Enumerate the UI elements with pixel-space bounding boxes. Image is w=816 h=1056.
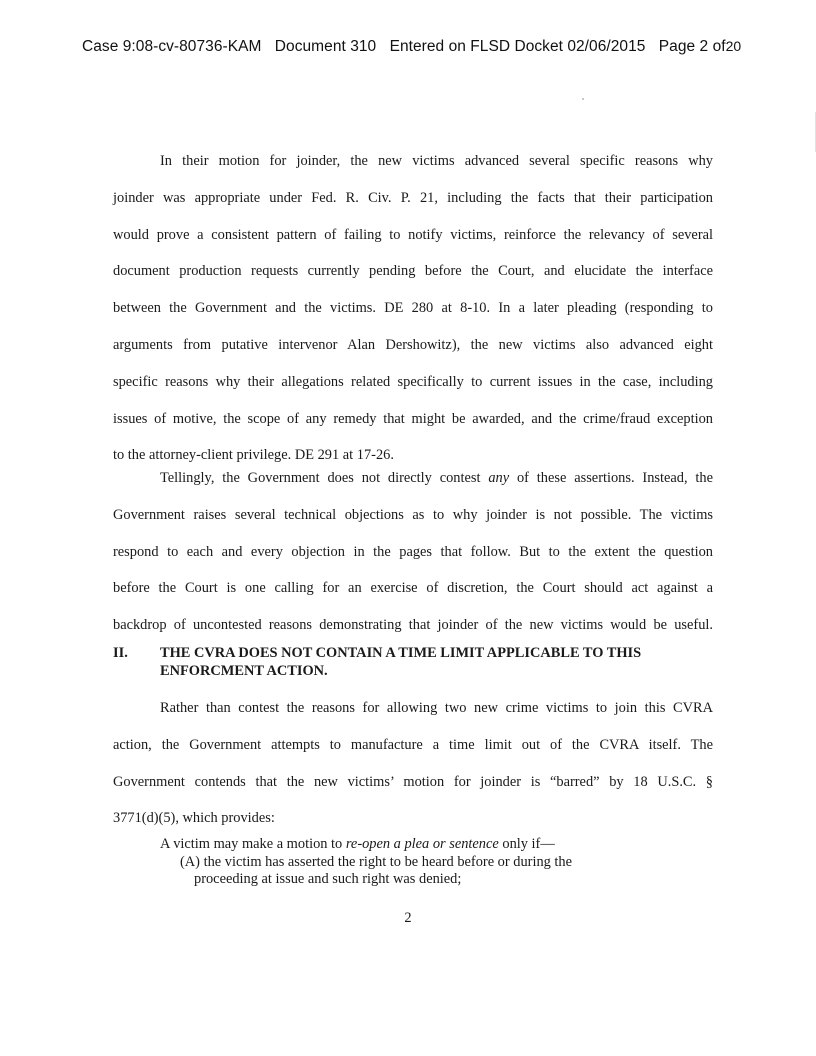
paragraph-line-first: [113, 460, 713, 497]
paragraph-time-limit: [113, 690, 713, 837]
paragraph-joinder-reasons: [113, 143, 713, 474]
paragraph-line: to the attorney-client privilege. DE 291 at 17-26.: [113, 447, 394, 464]
docket-entry: Entered on FLSD Docket 02/06/2015: [389, 38, 646, 55]
case-number: Case 9:08-cv-80736-KAM: [82, 38, 262, 55]
scan-artifact: [582, 98, 584, 100]
document-number: Document 310: [274, 38, 377, 55]
paragraph-line: backdrop of uncontested reasons demonstrating that joinder of the new victims would be useful.: [113, 617, 713, 634]
paragraph-line: specific reasons why their allegations related specifically to current issues in the case, including: [113, 373, 713, 390]
emphasis-any: any: [488, 470, 510, 486]
paragraph-line: action, the Government attempts to manufacture a time limit out of the CVRA itself. The: [113, 736, 713, 753]
paragraph-line: between the Government and the victims. DE 280 at 8-10. In a later pleading (responding to: [113, 300, 713, 317]
emphasis-reopen: re-open a plea or sentence: [345, 836, 499, 852]
text-run: A victim may make a motion to: [160, 836, 346, 852]
paragraph-line: document production requests currently pending before the Court, and elucidate the interface: [113, 263, 713, 280]
section-title-line: THE CVRA DOES NOT CONTAIN A TIME LIMIT APPLICABLE TO THIS: [160, 645, 642, 661]
paragraph-government-response: [113, 460, 713, 644]
statute-quote: [160, 836, 640, 889]
paragraph-line: before the Court is one calling for an exercise of discretion, the Court should act against a: [113, 580, 713, 597]
paragraph-line: joinder was appropriate under Fed. R. Civ. P. 21, including the facts that their participation: [113, 189, 713, 206]
paragraph-line: respond to each and every objection in the pages that follow. But to the extent the question: [113, 543, 713, 560]
section-number: II.: [113, 645, 128, 661]
text-run: only if—: [498, 836, 555, 852]
page-number: 2: [404, 910, 412, 926]
page-indicator: Page 2 of: [658, 38, 726, 55]
quote-item-a: (A) the victim has asserted the right to be heard before or during the: [180, 853, 573, 870]
page-total: 20: [725, 38, 742, 54]
paragraph-line: would prove a consistent pattern of failing to notify victims, reinforce the relevancy of several: [113, 226, 713, 243]
text-run: Tellingly, the Government does not directly contest: [160, 470, 489, 486]
paragraph-line: Government raises several technical objections as to why joinder is not possible. The victims: [113, 506, 713, 523]
paragraph-line: issues of motive, the scope of any remedy that might be awarded, and the crime/fraud exception: [113, 410, 713, 427]
section-title: [160, 644, 680, 680]
paragraph-line: Rather than contest the reasons for allowing two new crime victims to join this CVRA: [160, 700, 713, 716]
case-header: [82, 38, 742, 56]
paragraph-line: Government contends that the new victims’ motion for joinder is “barred” by 18 U.S.C. §: [113, 773, 713, 790]
paragraph-line: In their motion for joinder, the new victims advanced several specific reasons why: [160, 153, 713, 169]
quote-item-a-continued: proceeding at issue and such right was denied;: [194, 871, 462, 887]
quote-lead: [160, 836, 640, 854]
section-title-line: ENFORCMENT ACTION.: [160, 663, 328, 679]
text-run: of these assertions. Instead, the: [509, 470, 713, 486]
paragraph-line: 3771(d)(5), which provides:: [113, 810, 275, 827]
paragraph-line: arguments from putative intervenor Alan Dershowitz), the new victims also advanced eight: [113, 336, 713, 353]
